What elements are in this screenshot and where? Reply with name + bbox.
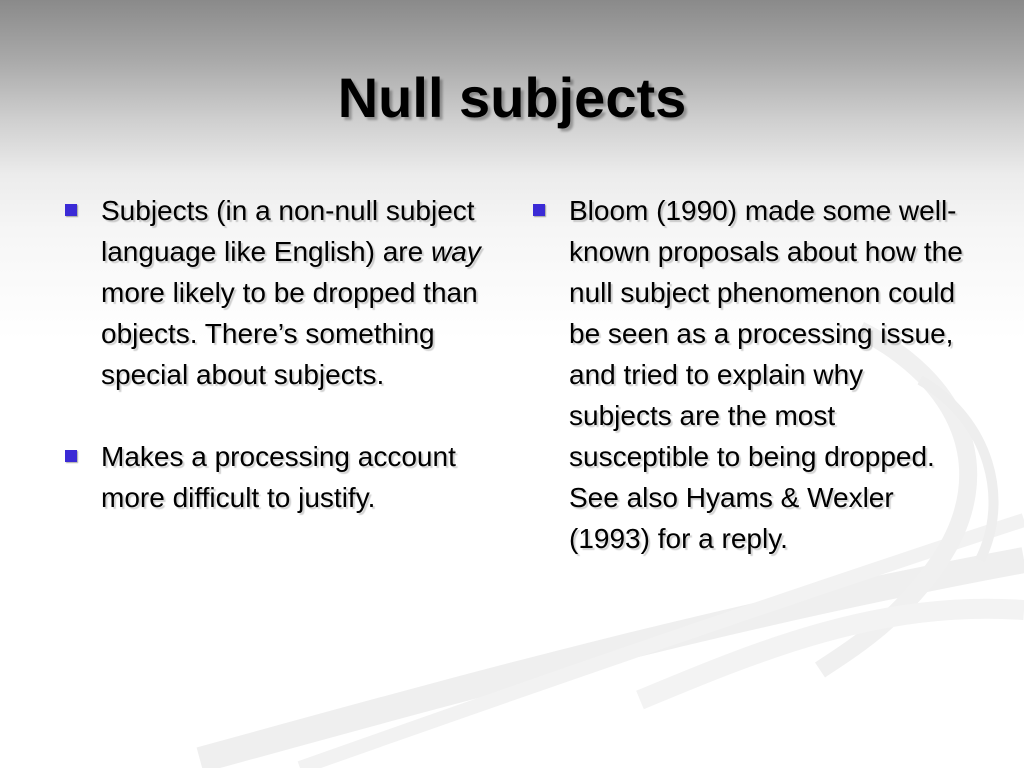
left-column	[62, 190, 482, 518]
bullet-emphasis: way	[430, 236, 481, 267]
square-bullet-icon	[533, 204, 545, 216]
bullet-bloom-1990	[530, 190, 970, 559]
square-bullet-icon	[65, 450, 77, 462]
bullet-text: Bloom (1990) made some well-known proposals about how the null subject phenomenon could be seen as a processing issue, and tried to explain why subjects are the most susceptible to being dropped. See also Hyams & Wexler (1993) for a reply.	[569, 195, 963, 554]
right-bullet-list	[530, 190, 970, 559]
slide-title: Null subjects	[337, 66, 687, 129]
bullet-text: Makes a processing account more difficult to justify.	[101, 441, 456, 513]
square-bullet-icon	[65, 204, 77, 216]
left-bullet-list	[62, 190, 482, 518]
right-column	[530, 190, 970, 559]
bullet-text-before: Subjects (in a non-null subject language like English) are	[101, 195, 475, 267]
bullet-processing-account	[62, 436, 482, 518]
bullet-text-after: more likely to be dropped than objects. There’s something special about subjects.	[101, 277, 478, 390]
bullet-subjects-dropped	[62, 190, 482, 395]
